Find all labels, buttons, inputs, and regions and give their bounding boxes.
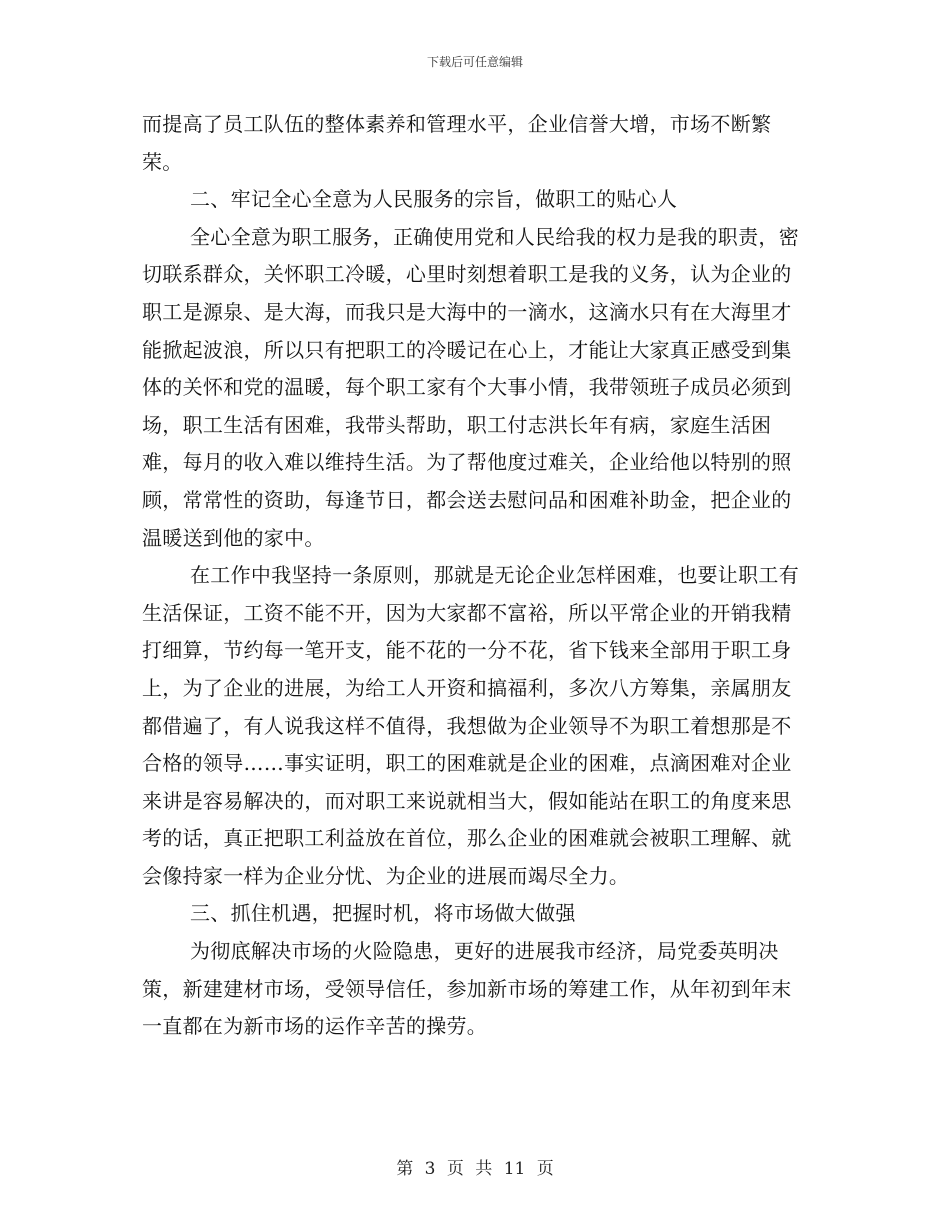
- paragraph-service: 全心全意为职工服务，正确使用党和人民给我的权力是我的职责，密切联系群众，关怀职工冷暖，心里时刻想着职工是我的义务，认为企业的职工是源泉、是大海，而我只是大海中的一滴水，这滴水只有在大海里才能掀起波浪，所以只有把职工的冷暖记在心上，才能让大家真正感受到集体的关怀和党的温暖，每个职工家有个大事小情，我带领班子成员必须到场，职工生活有困难，我带头帮助，职工付志洪长年有病，家庭生活困难，每月的收入难以维持生活。为了帮他度过难关，企业给他以特别的照顾，常常性的资助，每逢节日，都会送去慰问品和困难补助金，把企业的温暖送到他的家中。: [142, 224, 799, 550]
- section-heading-2: 二、牢记全心全意为人民服务的宗旨，做职工的贴心人: [190, 187, 678, 212]
- section-heading-3: 三、抓住机遇，把握时机，将市场做大做强: [190, 901, 576, 926]
- paragraph-continuation: 而提高了员工队伍的整体素养和管理水平，企业信誉大增，市场不断繁荣。: [142, 112, 772, 174]
- paragraph-market: 为彻底解决市场的火险隐患，更好的进展我市经济，局党委英明决策，新建建材市场，受领导信任，参加新市场的筹建工作，从年初到年末一直都在为新市场的运作辛苦的操劳。: [142, 939, 792, 1039]
- paragraph-principle: 在工作中我坚持一条原则，那就是无论企业怎样困难，也要让职工有生活保证，工资不能不开，因为大家都不富裕，所以平常企业的开销我精打细算，节约每一笔开支，能不花的一分不花，省下钱来全部用于职工身上，为了企业的进展，为给工人开资和搞福利，多次八方筹集，亲属朋友都借遍了，有人说我这样不值得，我想做为企业领导不为职工着想那是不合格的领导……事实证明，职工的困难就是企业的困难，点滴困难对企业来讲是容易解决的，而对职工来说就相当大，假如能站在职工的角度来思考的话，真正把职工利益放在首位，那么企业的困难就会被职工理解、就会像持家一样为企业分忧、为企业的进展而竭尽全力。: [142, 563, 799, 888]
- page-number: 第 3 页 共 11 页: [396, 1159, 554, 1179]
- page-header-note: 下载后可任意编辑: [426, 55, 523, 69]
- document-body: [142, 106, 808, 1046]
